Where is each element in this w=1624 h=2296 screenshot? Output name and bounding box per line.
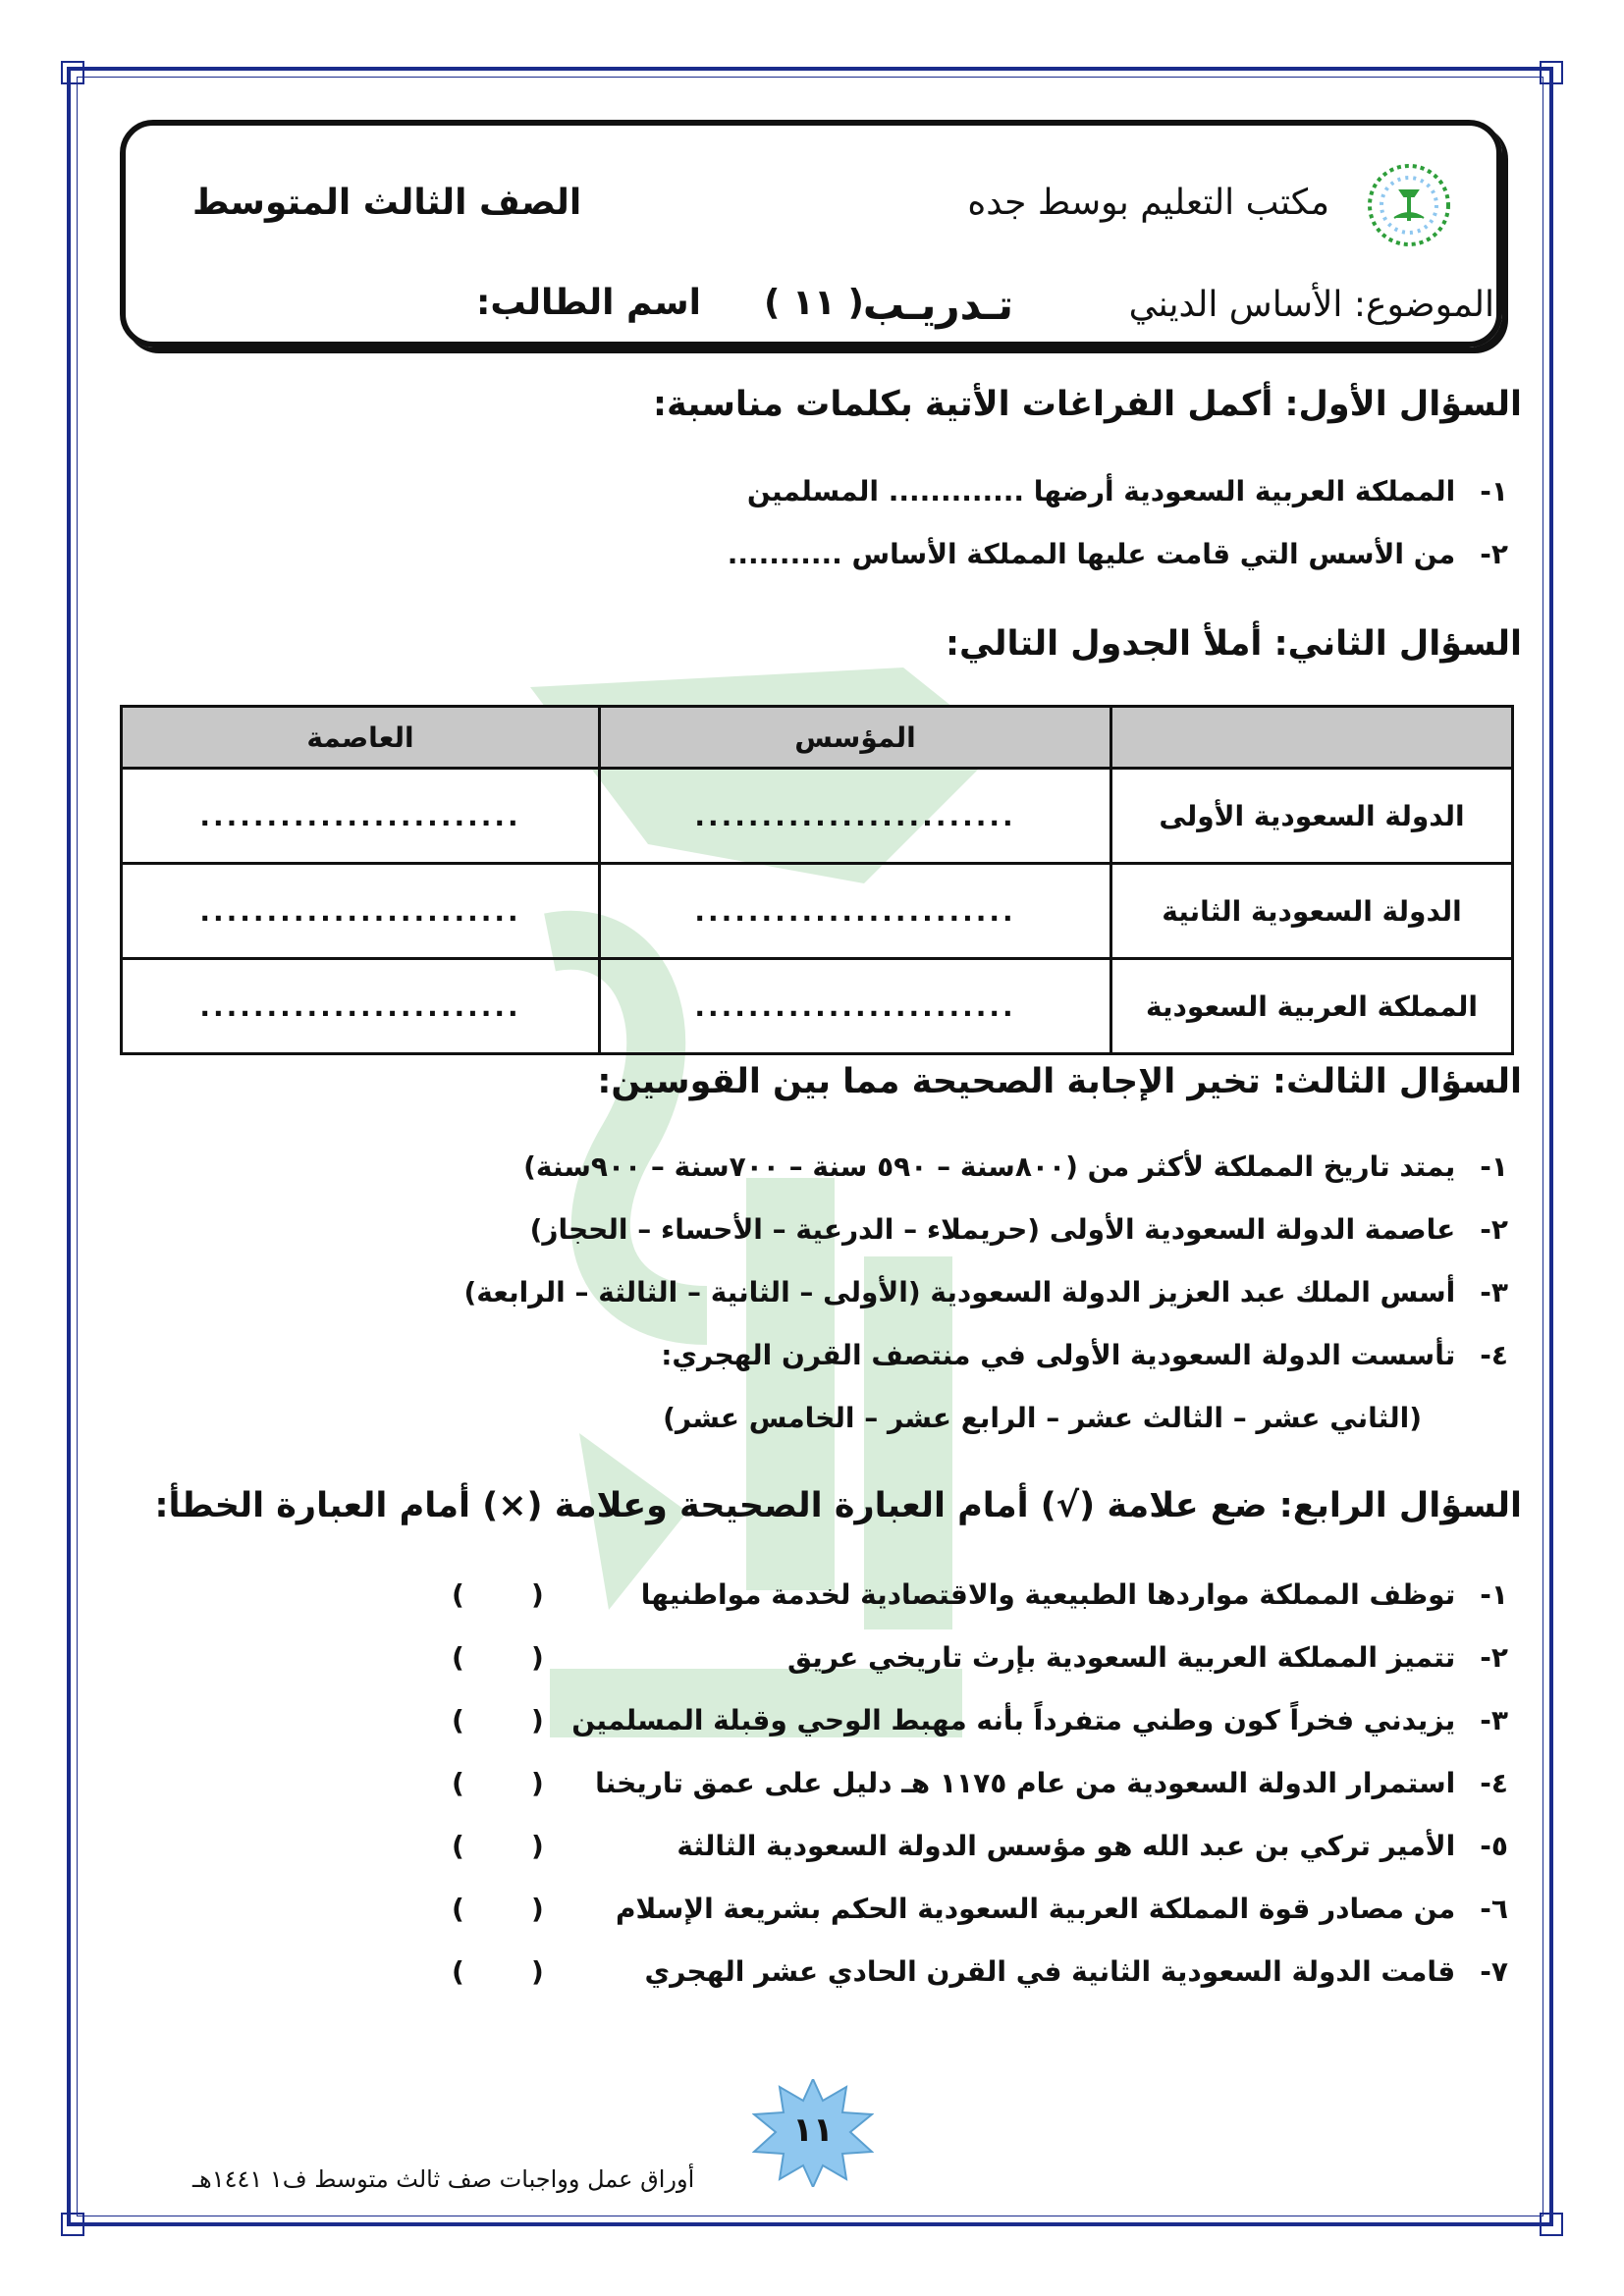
table-header-founder: المؤسس bbox=[600, 707, 1111, 769]
q4-item-5 bbox=[677, 1830, 1508, 1862]
q4-answer-box-1[interactable]: ( ) bbox=[452, 1578, 544, 1611]
q4-answer-box-7[interactable]: ( ) bbox=[452, 1955, 544, 1988]
q4-item-4-text: استمرار الدولة السعودية من عام ١١٧٥ هـ دليل على عمق تاريخنا bbox=[595, 1767, 1456, 1799]
q3-item-3 bbox=[464, 1276, 1509, 1308]
table-row-label: الدولة السعودية الثانية bbox=[1111, 864, 1513, 959]
table-row-label: المملكة العربية السعودية bbox=[1111, 959, 1513, 1054]
student-name-label: اسم الطالب: bbox=[476, 283, 701, 323]
q1-item-1-text: المملكة العربية السعودية أرضها ............. المسلمين bbox=[746, 475, 1456, 507]
q4-item-3 bbox=[571, 1704, 1508, 1736]
q4-item-1-text: توظف المملكة مواردها الطبيعية والاقتصادية لخدمة مواطنيها bbox=[640, 1578, 1456, 1611]
q3-item-3-num: ٣- bbox=[1480, 1276, 1508, 1308]
q3-item-4-num: ٤- bbox=[1480, 1339, 1508, 1371]
q4-item-2-num: ٢- bbox=[1480, 1641, 1508, 1674]
q3-item-1-num: ١- bbox=[1480, 1150, 1508, 1183]
q3-item-1-text: يمتد تاريخ المملكة لأكثر من (٨٠٠سنة – ٥٩٠ سنة – ٧٠٠سنة – ٩٠٠سنة) bbox=[523, 1150, 1456, 1183]
q4-answer-box-6[interactable]: ( ) bbox=[452, 1893, 544, 1925]
grade-label: الصف الثالث المتوسط bbox=[192, 183, 582, 223]
table-row bbox=[122, 864, 1513, 959]
training-number: ( ١١ ) bbox=[764, 283, 864, 323]
q4-item-3-num: ٣- bbox=[1480, 1704, 1508, 1736]
table-cell-capital[interactable]: ........................ bbox=[122, 864, 600, 959]
q3-item-4-text: تأسست الدولة السعودية الأولى في منتصف القرن الهجري: bbox=[661, 1339, 1456, 1371]
q1-item-2 bbox=[728, 538, 1508, 570]
q4-answer-box-2[interactable]: ( ) bbox=[452, 1641, 544, 1674]
q4-item-6-num: ٦- bbox=[1480, 1893, 1508, 1925]
q4-item-4-num: ٤- bbox=[1480, 1767, 1508, 1799]
table-row-label: الدولة السعودية الأولى bbox=[1111, 769, 1513, 864]
corner-ornament-bottom-left bbox=[61, 2213, 84, 2236]
table-cell-founder[interactable]: ........................ bbox=[600, 769, 1111, 864]
q3-item-3-text: أسس الملك عبد العزيز الدولة السعودية (الأولى – الثانية – الثالثة – الرابعة) bbox=[463, 1276, 1456, 1308]
q1-item-1-num: ١- bbox=[1480, 475, 1508, 507]
corner-ornament-top-left bbox=[61, 61, 84, 84]
q3-item-4 bbox=[661, 1339, 1508, 1371]
q1-item-2-text: من الأسس التي قامت عليها المملكة الأساس ........... bbox=[727, 538, 1456, 570]
ministry-logo-icon bbox=[1365, 161, 1453, 249]
q4-item-7-num: ٧- bbox=[1480, 1955, 1508, 1988]
corner-ornament-top-right bbox=[1540, 61, 1563, 84]
corner-ornament-bottom-right bbox=[1540, 2213, 1563, 2236]
question-3-title: السؤال الثالث: تخير الإجابة الصحيحة مما بين القوسين: bbox=[597, 1062, 1522, 1101]
q1-item-2-num: ٢- bbox=[1480, 538, 1508, 570]
table-header-row bbox=[122, 707, 1513, 769]
table-cell-founder[interactable]: ........................ bbox=[600, 959, 1111, 1054]
training-word: تـدريـب bbox=[862, 281, 1013, 329]
q4-item-6-text: من مصادر قوة المملكة العربية السعودية الحكم بشريعة الإسلام bbox=[615, 1893, 1456, 1925]
q4-item-7 bbox=[644, 1955, 1508, 1988]
footer-text: أوراق عمل وواجبات صف ثالث متوسط ف١ ١٤٤١هـ bbox=[192, 2165, 695, 2193]
table-cell-capital[interactable]: ........................ bbox=[122, 959, 600, 1054]
q4-item-1-num: ١- bbox=[1480, 1578, 1508, 1611]
page-number: ١١ bbox=[792, 2110, 834, 2150]
table-header-empty bbox=[1111, 707, 1513, 769]
q3-item-2-num: ٢- bbox=[1480, 1213, 1508, 1246]
question-2-title: السؤال الثاني: أملأ الجدول التالي: bbox=[946, 624, 1522, 664]
subject-label: الموضوع: الأساس الديني bbox=[1128, 285, 1494, 325]
q1-item-1 bbox=[747, 475, 1508, 507]
q4-item-4 bbox=[595, 1767, 1508, 1799]
q2-table bbox=[120, 705, 1514, 1055]
q4-item-2 bbox=[787, 1641, 1508, 1674]
q4-item-3-text: يزيدني فخراً كون وطني متفرداً بأنه مهبط الوحي وقبلة المسلمين bbox=[571, 1704, 1456, 1736]
table-row bbox=[122, 959, 1513, 1054]
q3-item-2-text: عاصمة الدولة السعودية الأولى (حريملاء – الدرعية – الأحساء – الحجاز) bbox=[529, 1213, 1456, 1246]
q3-item-1 bbox=[523, 1150, 1508, 1183]
q4-answer-box-3[interactable]: ( ) bbox=[452, 1704, 544, 1736]
q4-answer-box-4[interactable]: ( ) bbox=[452, 1767, 544, 1799]
q3-item-4-options: (الثاني عشر – الثالث عشر – الرابع عشر – الخامس عشر) bbox=[663, 1402, 1422, 1434]
question-4-title: السؤال الرابع: ضع علامة (√) أمام العبارة الصحيحة وعلامة (×) أمام العبارة الخطأ: bbox=[154, 1486, 1522, 1525]
q4-item-1 bbox=[641, 1578, 1508, 1611]
question-1-title: السؤال الأول: أكمل الفراغات الأتية بكلمات مناسبة: bbox=[652, 385, 1522, 424]
q3-item-2 bbox=[530, 1213, 1508, 1246]
q4-item-7-text: قامت الدولة السعودية الثانية في القرن الحادي عشر الهجري bbox=[644, 1955, 1456, 1988]
q4-item-5-text: الأمير تركي بن عبد الله هو مؤسس الدولة السعودية الثالثة bbox=[677, 1830, 1456, 1862]
table-cell-founder[interactable]: ........................ bbox=[600, 864, 1111, 959]
q4-item-6 bbox=[616, 1893, 1508, 1925]
q4-answer-box-5[interactable]: ( ) bbox=[452, 1830, 544, 1862]
table-row bbox=[122, 769, 1513, 864]
education-office-label: مكتب التعليم بوسط جده bbox=[967, 183, 1329, 223]
q4-item-2-text: تتميز المملكة العربية السعودية بإرث تاريخي عريق bbox=[787, 1641, 1456, 1674]
table-header-capital: العاصمة bbox=[122, 707, 600, 769]
q4-item-5-num: ٥- bbox=[1480, 1830, 1508, 1862]
table-cell-capital[interactable]: ........................ bbox=[122, 769, 600, 864]
